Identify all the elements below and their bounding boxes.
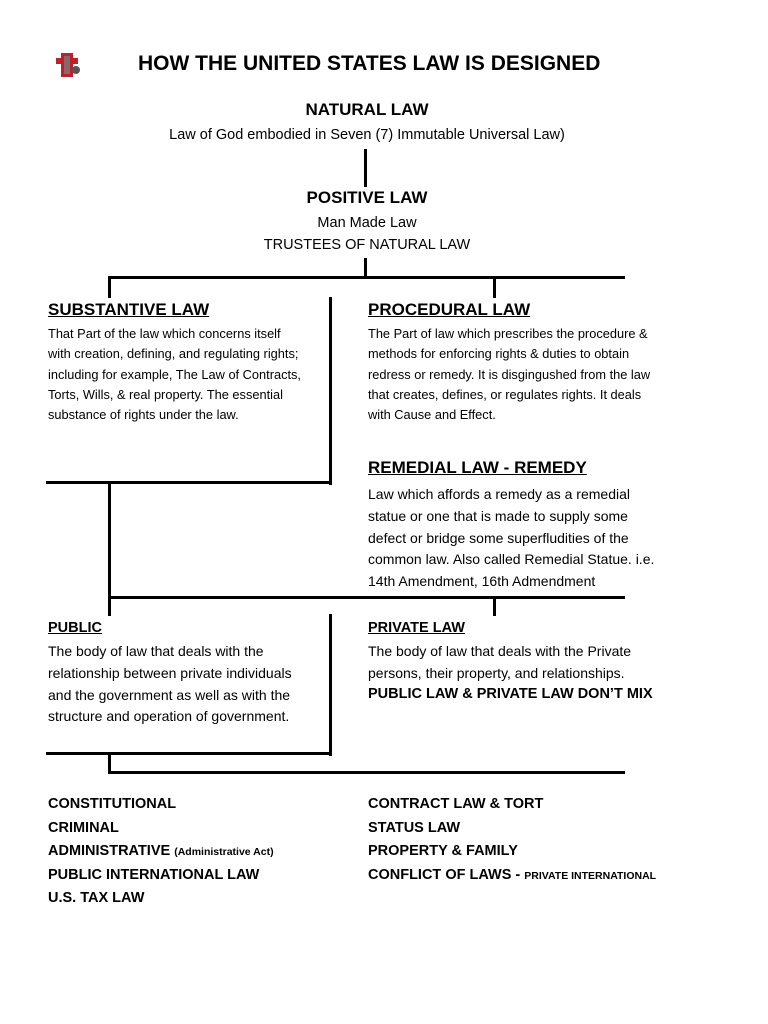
public-line: relationship between private individuals [48, 664, 292, 681]
list-item: CONTRACT LAW & TORT [368, 796, 544, 812]
private-law-line: persons, their property, and relationships. [368, 664, 625, 681]
list-item [368, 864, 656, 888]
private-law-body [368, 641, 698, 685]
procedural-law-line: methods for enforcing rights & duties to obtain [368, 346, 630, 362]
substantive-law-line: substance of rights under the law. [48, 407, 239, 423]
positive-law-line1: Man Made Law [317, 215, 417, 231]
connector-substantive-public [108, 481, 111, 599]
substantive-law-heading: SUBSTANTIVE LAW [48, 300, 210, 319]
positive-law-line2: TRUSTEES OF NATURAL LAW [263, 237, 471, 253]
list-item: PUBLIC INTERNATIONAL LAW [48, 866, 260, 883]
remedial-law-line: statue or one that is made to supply some [368, 507, 628, 524]
substantive-law-line: That Part of the law which concerns itself [48, 326, 281, 341]
public-law-list [48, 793, 274, 911]
branch-line-middle [108, 596, 625, 599]
remedial-law-line: Law which affords a remedy as a remedial [368, 486, 630, 502]
list-item-label: ADMINISTRATIVE [48, 843, 171, 859]
private-law-list [368, 793, 656, 887]
procedural-law-line: with Cause and Effect. [368, 407, 496, 423]
substantive-divider-vertical [329, 297, 332, 485]
branch-drop-substantive [108, 276, 111, 298]
public-heading: PUBLIC [48, 620, 102, 636]
remedial-law-line: defect or bridge some superfludities of the [368, 529, 629, 546]
branch-line-top [108, 276, 625, 279]
natural-law-heading: NATURAL LAW [305, 100, 429, 119]
list-item: STATUS LAW [368, 819, 461, 836]
substantive-law-body [48, 324, 333, 425]
remedial-law-body [368, 484, 698, 593]
substantive-law-line: with creation, defining, and regulating rights; [48, 346, 299, 362]
procedural-law-body [368, 324, 688, 425]
connector-natural-positive [364, 149, 367, 187]
public-private-note: PUBLIC LAW & PRIVATE LAW DON’T MIX [368, 686, 653, 702]
substantive-law-line: including for example, The Law of Contracts, [48, 366, 301, 382]
public-divider-bottom [46, 752, 332, 755]
remedial-law-heading: REMEDIAL LAW - REMEDY [368, 458, 587, 477]
procedural-law-heading: PROCEDURAL LAW [368, 300, 531, 319]
procedural-law-line: that creates, defines, or regulates rights. It deals [368, 386, 642, 402]
public-line: structure and operation of government. [48, 708, 290, 725]
procedural-law-line: The Part of law which prescribes the procedure & [368, 326, 648, 341]
private-law-heading: PRIVATE LAW [368, 620, 465, 636]
list-item: PROPERTY & FAMILY [368, 843, 518, 859]
list-item: CONSTITUTIONAL [48, 796, 177, 812]
list-item-label: CONFLICT OF LAWS - [368, 866, 525, 883]
public-line: and the government as well as with the [48, 686, 291, 703]
list-item: CRIMINAL [48, 819, 119, 836]
private-law-line: The body of law that deals with the Private [368, 643, 632, 659]
branch-drop-private [493, 596, 496, 616]
remedial-law-line: 14th Amendment, 16th Admendment [368, 573, 596, 590]
public-body [48, 641, 333, 728]
list-item-note: (Administrative Act) [174, 846, 274, 858]
public-divider-vertical [329, 614, 332, 756]
page-title: HOW THE UNITED STATES LAW IS DESIGNED [138, 52, 601, 75]
list-item: U.S. TAX LAW [48, 890, 145, 906]
procedural-law-line: redress or remedy. It is disgingushed from the law [368, 366, 651, 382]
substantive-divider-bottom [46, 481, 332, 484]
branch-drop-public [108, 596, 111, 616]
natural-law-description: Law of God embodied in Seven (7) Immutable Universal Law) [169, 127, 565, 143]
positive-law-heading: POSITIVE LAW [306, 188, 428, 207]
list-item [48, 840, 274, 864]
branch-drop-procedural [493, 276, 496, 298]
remedial-law-line: common law. Also called Remedial Statue. i.e. [368, 551, 655, 568]
public-line: The body of law that deals with the [48, 643, 264, 659]
branch-line-bottom [108, 771, 625, 774]
logo-icon [52, 50, 82, 80]
list-item-note: PRIVATE INTERNATIONAL [524, 869, 657, 882]
substantive-law-line: Torts, Wills, & real property. The essential [48, 386, 283, 402]
